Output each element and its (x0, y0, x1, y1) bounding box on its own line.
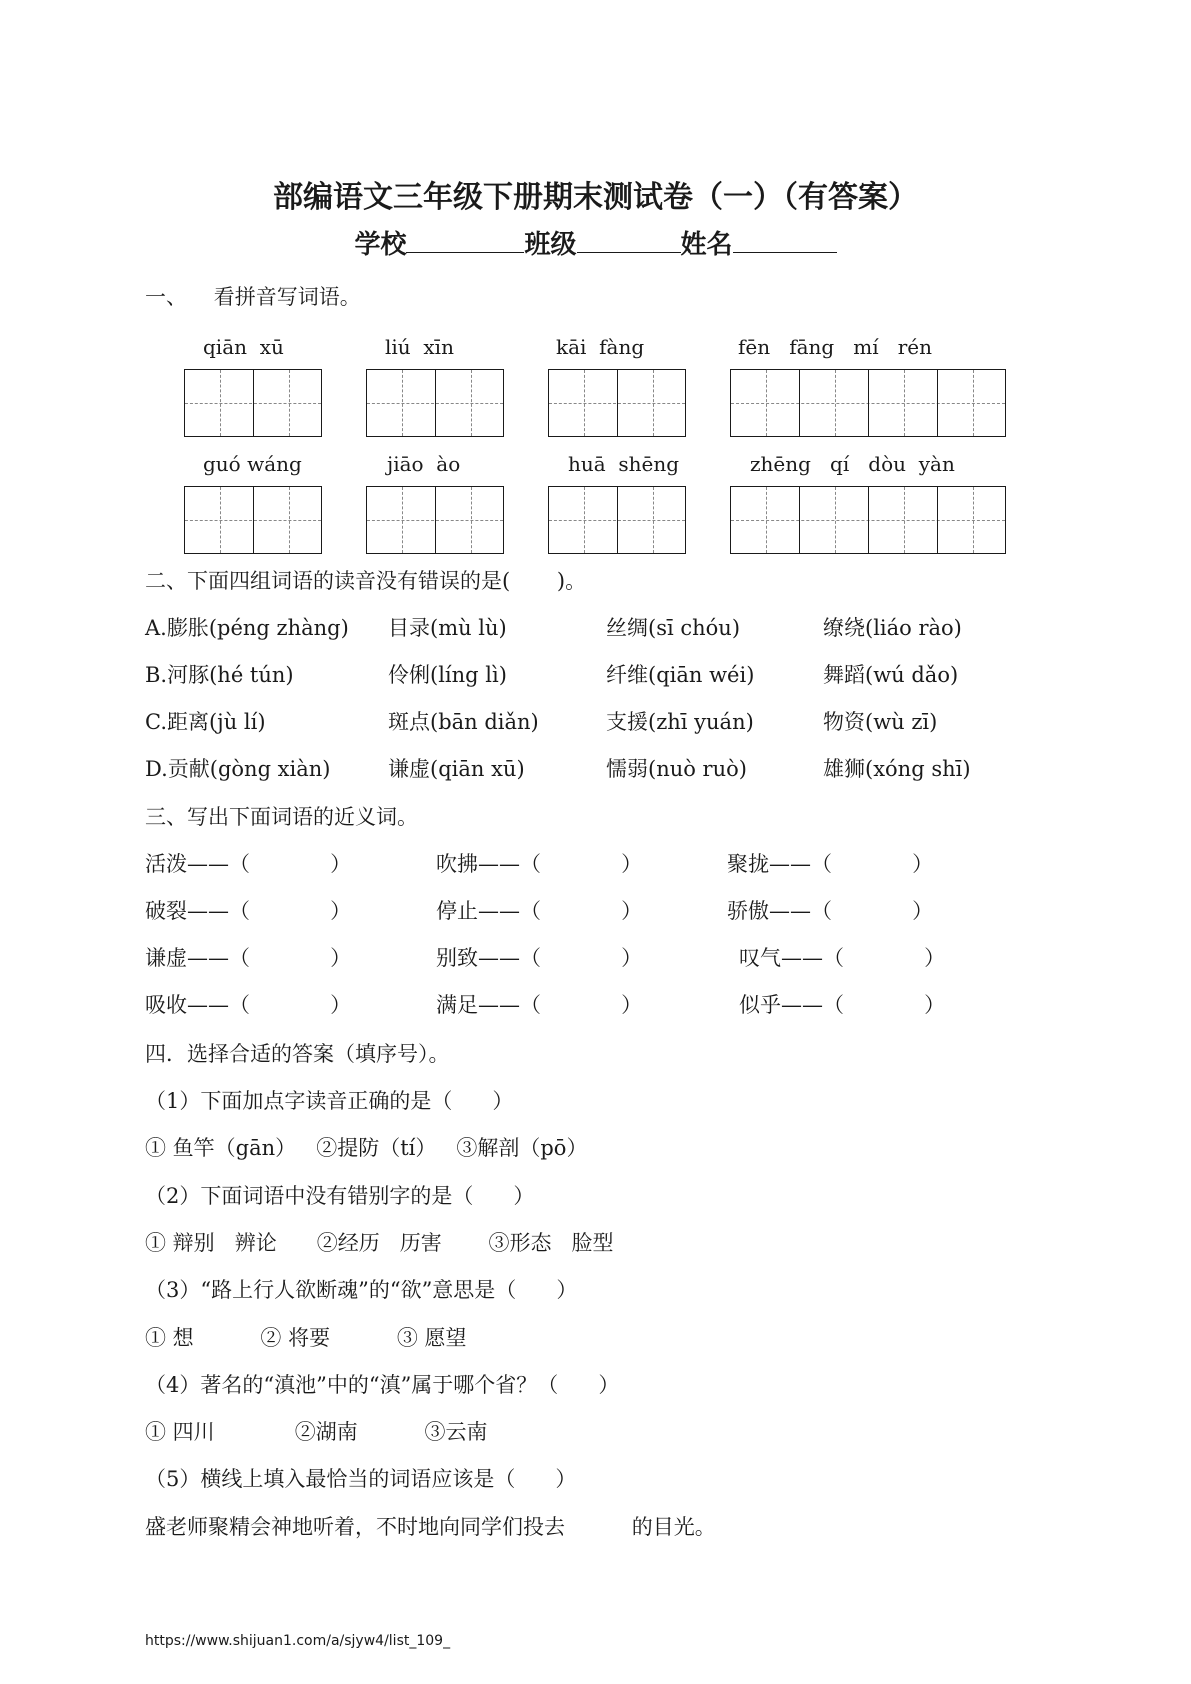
school-blank (406, 230, 524, 253)
option-item: C.距离(jù lí) (145, 710, 266, 734)
synonym-item: 骄傲——（ ） (727, 899, 934, 923)
question-line: （5）横线上填入最恰当的词语应该是（ ） (145, 1467, 577, 1492)
option-item: A.膨胀(péng zhàng) (145, 616, 349, 640)
option-item: 目录(mù lù) (388, 616, 507, 640)
student-info (0, 224, 1191, 261)
page-title: 部编语文三年级下册期末测试卷（一）（有答案） (273, 180, 918, 215)
synonym-item: 破裂——（ ） (145, 899, 352, 923)
writing-grid (730, 369, 1006, 437)
pinyin-label: kāi fàng (556, 335, 645, 359)
synonym-item: 叹气——（ ） (739, 946, 946, 970)
class-label: 班级 (524, 230, 577, 260)
pinyin-label: fēn fāng mí rén (738, 335, 932, 359)
writing-grid (366, 369, 504, 437)
pinyin-label: liú xīn (385, 335, 454, 359)
synonym-item: 满足——（ ） (436, 993, 643, 1017)
section-4-heading: 四．选择合适的答案（填序号）。 (145, 1042, 450, 1066)
option-item: 纤维(qiān wéi) (606, 663, 755, 687)
synonym-item: 停止——（ ） (436, 899, 643, 923)
synonym-item: 别致——（ ） (436, 946, 643, 970)
question-line: ① 辩别 辨论 ②经历 历害 ③形态 脸型 (145, 1230, 614, 1255)
writing-grid (184, 486, 322, 554)
pinyin-label: huā shēng (568, 452, 680, 476)
question-line: ① 想 ② 将要 ③ 愿望 (145, 1325, 467, 1350)
question-line: ① 四川 ②湖南 ③云南 (145, 1420, 488, 1445)
option-item: 谦虚(qiān xū) (388, 757, 525, 781)
synonym-item: 聚拢——（ ） (727, 852, 934, 876)
pinyin-label: guó wáng (203, 452, 302, 476)
option-item: 丝绸(sī chóu) (606, 616, 741, 640)
question-line: （4）著名的“滇池”中的“滇”属于哪个省？（ ） (145, 1372, 620, 1397)
name-blank (733, 230, 837, 253)
question-line: ① 鱼竿（gān） ②提防（tí） ③解剖（pō） (145, 1136, 588, 1161)
synonym-item: 活泼——（ ） (145, 852, 352, 876)
class-blank (577, 230, 681, 253)
option-item: 斑点(bān diǎn) (388, 710, 539, 734)
synonym-item: 吹拂——（ ） (436, 852, 643, 876)
question-line: （1）下面加点字读音正确的是（ ） (145, 1089, 514, 1113)
question-line: 盛老师聚精会神地听着，不时地向同学们投去 的目光。 (145, 1514, 716, 1539)
pinyin-label: qiān xū (203, 335, 284, 359)
synonym-item: 谦虚——（ ） (145, 946, 352, 970)
option-item: 支援(zhī yuán) (606, 710, 754, 734)
option-item: 懦弱(nuò ruò) (606, 757, 747, 781)
option-item: B.河豚(hé tún) (145, 663, 294, 687)
writing-grid (366, 486, 504, 554)
option-item: 舞蹈(wú dǎo) (823, 663, 959, 687)
name-label: 姓名 (680, 230, 733, 260)
option-item: D.贡献(gòng xiàn) (145, 757, 331, 781)
option-item: 缭绕(liáo rào) (823, 616, 962, 640)
footer-url[interactable]: https://www.shijuan1.com/a/sjyw4/list_109_ (145, 1633, 451, 1649)
writing-grid (548, 369, 686, 437)
pinyin-label: zhēng qí dòu yàn (750, 452, 955, 476)
question-line: （2）下面词语中没有错别字的是（ ） (145, 1183, 535, 1208)
school-label: 学校 (354, 230, 407, 260)
synonym-item: 吸收——（ ） (145, 993, 352, 1017)
writing-grid (184, 369, 322, 437)
synonym-item: 似乎——（ ） (739, 993, 946, 1017)
question-line: （3）“路上行人欲断魂”的“欲”意思是（ ） (145, 1278, 578, 1303)
writing-grid (730, 486, 1006, 554)
option-item: 雄狮(xóng shī) (823, 757, 971, 781)
option-item: 物资(wù zī) (823, 710, 938, 734)
writing-grid (548, 486, 686, 554)
option-item: 伶俐(líng lì) (388, 663, 507, 687)
section-3-heading: 三、写出下面词语的近义词。 (145, 805, 418, 829)
pinyin-label: jiāo ào (387, 452, 461, 476)
section-2-heading: 二、下面四组词语的读音没有错误的是( )。 (145, 569, 587, 593)
section-1-heading: 一、 看拼音写词语。 (145, 285, 361, 309)
